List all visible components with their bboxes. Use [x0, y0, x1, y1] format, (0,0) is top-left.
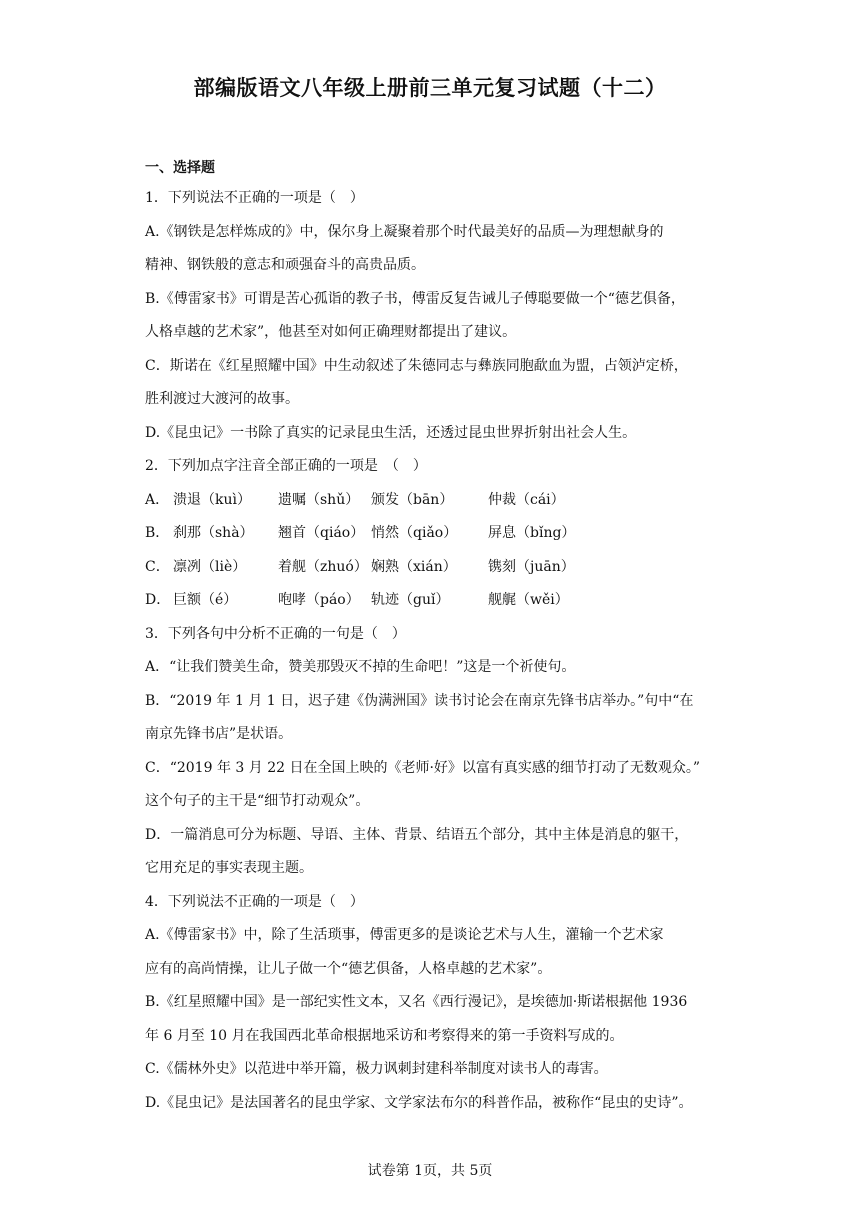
question-4	[145, 886, 720, 1121]
q1-option-d-line1: D.《昆虫记》一书除了真实的记录昆虫生活，还透过昆虫世界折射出社会人生。	[145, 424, 637, 441]
q4-option-a-line1: A.《傅雷家书》中，除了生活琐事，傅雷更多的是谈论艺术与人生，灌输一个艺术家	[145, 927, 664, 943]
q2-option-c-item-3: 娴熟（xián）	[371, 558, 457, 575]
q1-option-c-line1: C．斯诺在《红星照耀中国》中生动叙述了朱德同志与彝族同胞歃血为盟，占领泸定桥，	[145, 357, 688, 374]
q2-option-a-label: A．	[145, 491, 170, 508]
question-1	[145, 182, 720, 450]
question-3-stem: 3．下列各句中分析不正确的一句是（ ）	[145, 625, 406, 642]
q2-option-d-item-2: 咆哮（páo）	[278, 592, 360, 608]
q2-option-b	[145, 517, 720, 551]
q2-option-b-item-2: 翘首（qiáo）	[278, 525, 365, 541]
q2-option-c-label: C．	[145, 558, 170, 575]
q3-option-c-line2: 这个句子的主干是“细节打动观众”。	[145, 793, 370, 809]
q2-option-a-item-1: 溃退（kuì）	[173, 491, 251, 508]
q1-option-c-line2: 胜利渡过大渡河的故事。	[145, 391, 299, 407]
page-footer: 试卷第 1页，共 5页	[367, 1163, 493, 1179]
q2-option-b-item-3: 悄然（qiǎo）	[371, 525, 458, 541]
q2-option-c-item-1: 凛冽（liè）	[173, 558, 247, 575]
q1-option-b-line1: B.《傅雷家书》可谓是苦心孤诣的教子书，傅雷反复告诫儿子傅聪要做一个“德艺俱备，	[145, 290, 685, 307]
exam-content	[145, 154, 720, 1120]
question-4-stem: 4．下列说法不正确的一项是（ ）	[145, 893, 364, 910]
q3-option-c-line1: C．“2019 年 3 月 22 日在全国上映的《老师·好》以富有真实感的细节打动了无数观众。”	[145, 759, 701, 776]
q1-option-a-line2: 精神、钢铁般的意志和顽强奋斗的高贵品质。	[145, 257, 425, 273]
q2-option-a-item-4: 仲裁（cái）	[488, 491, 565, 508]
q2-option-c-item-2: 着舰（zhuó）	[278, 558, 368, 575]
q1-option-a-line1: A.《钢铁是怎样炼成的》中，保尔身上凝聚着那个时代最美好的品质—为理想献身的	[145, 223, 664, 240]
q3-option-b-line1: B．“2019 年 1 月 1 日，迟子建《伪满洲国》读书讨论会在南京先锋书店举办。”句中“在	[145, 692, 694, 709]
section-heading: 一、选择题	[145, 160, 215, 176]
question-2	[145, 450, 720, 618]
q2-option-c	[145, 551, 720, 585]
q4-option-a-line2: 应有的高尚情操，让儿子做一个“德艺俱备，人格卓越的艺术家”。	[145, 960, 552, 977]
q4-option-b-line2: 年 6 月至 10 月在我国西北革命根据地采访和考察得来的第一手资料写成的。	[145, 1027, 624, 1044]
q1-option-b-line2: 人格卓越的艺术家”，他甚至对如何正确理财都提出了建议。	[145, 324, 517, 340]
q2-option-b-item-4: 屏息（bǐng）	[488, 525, 576, 541]
q2-option-d-item-4: 舰艉（wěi）	[488, 592, 569, 608]
exam-title: 部编版语文八年级上册前三单元复习试题（十二）	[193, 76, 667, 100]
q2-option-d-label: D．	[145, 592, 171, 608]
q3-option-d-line1: D．一篇消息可分为标题、导语、主体、背景、结语五个部分，其中主体是消息的躯干，	[145, 826, 689, 843]
q2-option-d-item-3: 轨迹（guǐ）	[371, 592, 450, 608]
q2-option-a-item-3: 颁发（bān）	[371, 491, 454, 508]
q3-option-b-line2: 南京先锋书店”是状语。	[145, 726, 293, 742]
question-2-stem: 2．下列加点字注音全部正确的一项是 （ ）	[145, 458, 427, 474]
q2-option-d-item-1: 巨额（é）	[173, 592, 238, 608]
question-3	[145, 618, 720, 886]
q4-option-c-line1: C.《儒林外史》以范进中举开篇，极力讽刺封建科举制度对读书人的毒害。	[145, 1061, 608, 1077]
q2-option-b-label: B．	[145, 525, 170, 541]
q2-option-a-item-2: 遗嘱（shǔ）	[278, 491, 360, 508]
q4-option-d-line1: D.《昆虫记》是法国著名的昆虫学家、文学家法布尔的科普作品，被称作“昆虫的史诗”。	[145, 1094, 693, 1111]
q3-option-a-line1: A．“让我们赞美生命，赞美那毁灭不掉的生命吧！”这是一个祈使句。	[145, 659, 576, 675]
q2-option-d	[145, 584, 720, 618]
q2-option-b-item-1: 刹那（shà）	[173, 525, 254, 541]
q2-option-a	[145, 484, 720, 518]
q2-option-c-item-4: 镌刻（juān）	[488, 558, 575, 575]
q3-option-d-line2: 它用充足的事实表现主题。	[145, 860, 313, 876]
q4-option-b-line1: B.《红星照耀中国》是一部纪实性文本，又名《西行漫记》，是埃德加·斯诺根据他 1936	[145, 994, 688, 1010]
question-1-stem: 1．下列说法不正确的一项是（ ）	[145, 190, 364, 206]
